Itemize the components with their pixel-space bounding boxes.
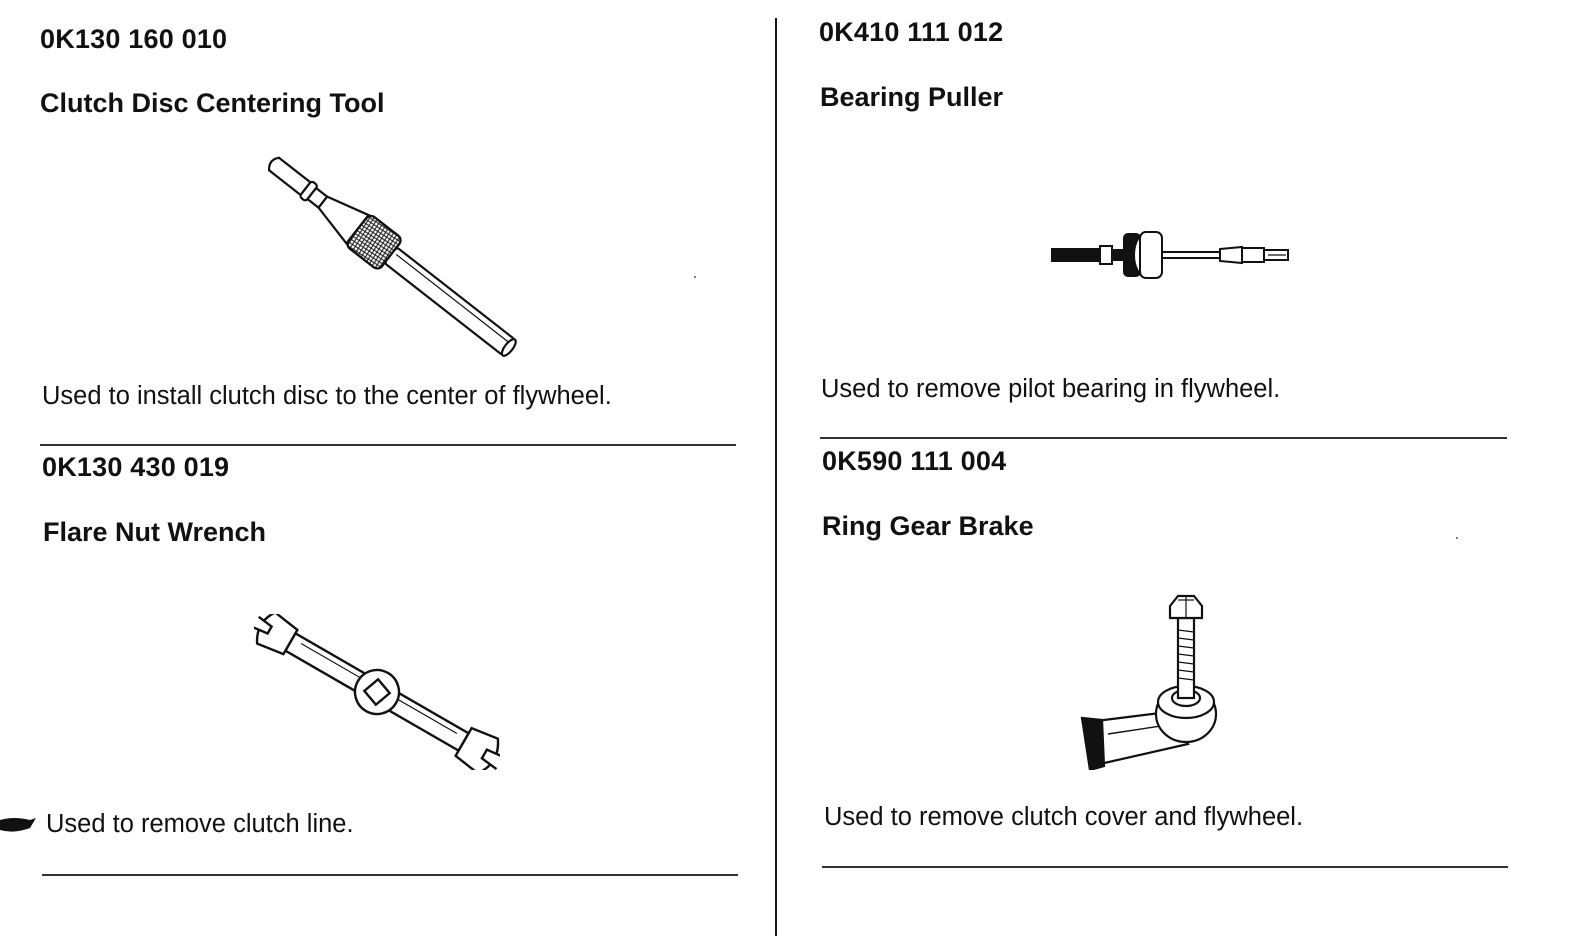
tool-description: Used to remove clutch line.	[46, 810, 354, 838]
tool-name: Ring Gear Brake	[822, 511, 1034, 541]
scan-speck	[1456, 537, 1458, 539]
part-number: 0K130 430 019	[42, 452, 230, 482]
tool-description: Used to install clutch disc to the center of flywheel.	[42, 382, 612, 410]
tool-description: Used to remove pilot bearing in flywheel.	[821, 375, 1281, 403]
bearing-puller-icon	[1050, 226, 1294, 284]
tool-description: Used to remove clutch cover and flywheel.	[824, 803, 1304, 831]
part-number: 0K410 111 012	[819, 17, 1004, 47]
clutch-centering-tool-icon	[262, 152, 522, 358]
column-divider	[775, 18, 777, 936]
tool-name: Clutch Disc Centering Tool	[40, 88, 385, 118]
section-rule	[40, 444, 736, 446]
part-number: 0K590 111 004	[822, 446, 1007, 476]
ring-gear-brake-icon	[1078, 594, 1228, 770]
flare-nut-wrench-icon	[254, 614, 500, 770]
section-rule	[42, 874, 738, 876]
scan-speck	[694, 276, 696, 278]
part-number: 0K130 160 010	[40, 24, 228, 54]
section-rule	[820, 437, 1507, 439]
tool-name: Flare Nut Wrench	[43, 517, 267, 547]
margin-pointer-icon	[0, 812, 38, 836]
tool-name: Bearing Puller	[820, 82, 1004, 112]
section-rule	[822, 866, 1508, 868]
